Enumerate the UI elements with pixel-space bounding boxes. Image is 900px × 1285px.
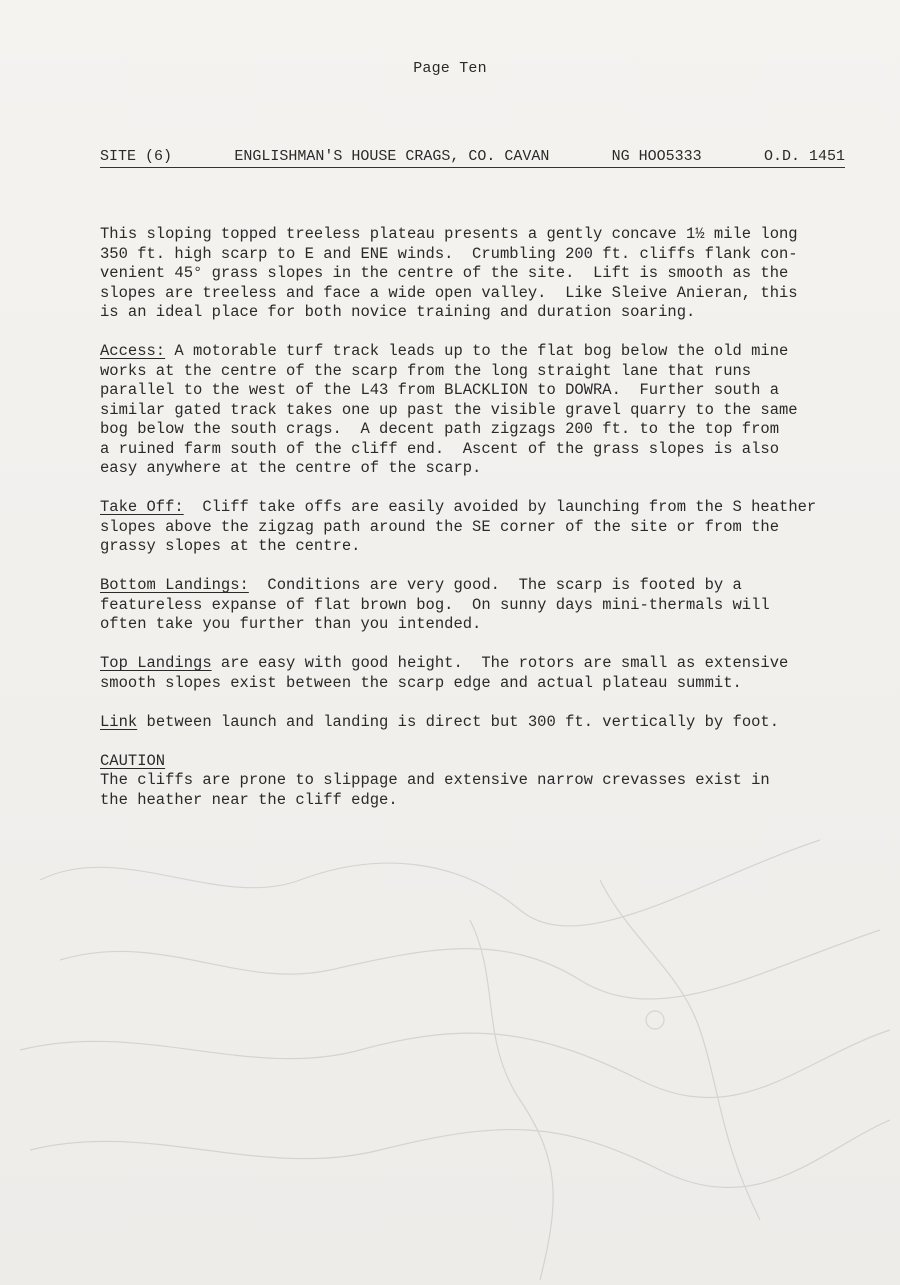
takeoff-paragraph bbox=[100, 498, 850, 557]
bottom-landings-text: Conditions are very good. The scarp is footed by a featureless expanse of flat brown bog. On sunny days mini-thermals will often take you further than you intended. bbox=[100, 576, 770, 633]
site-grid-reference: NG HOO5333 bbox=[611, 148, 702, 165]
bottom-landings-paragraph bbox=[100, 576, 850, 635]
link-paragraph bbox=[100, 713, 850, 733]
caution-text: The cliffs are prone to slippage and extensive narrow crevasses exist in the heather near the cliff edge. bbox=[100, 771, 770, 809]
top-landings-paragraph bbox=[100, 654, 850, 693]
link-heading: Link bbox=[100, 712, 138, 731]
site-name: ENGLISHMAN'S HOUSE CRAGS, CO. CAVAN bbox=[234, 148, 550, 165]
bottom-landings-heading: Bottom Landings: bbox=[100, 576, 249, 594]
site-ordnance-datum: O.D. 1451 bbox=[763, 148, 845, 165]
caution-paragraph bbox=[100, 752, 850, 811]
link-text: between launch and landing is direct but 300 ft. vertically by foot. bbox=[137, 712, 780, 731]
caution-heading: CAUTION bbox=[100, 751, 166, 770]
access-heading: Access: bbox=[100, 342, 166, 360]
site-header bbox=[100, 148, 845, 168]
site-number: SITE (6) bbox=[100, 148, 173, 165]
access-paragraph bbox=[100, 342, 850, 479]
page-number: Page Ten bbox=[413, 60, 487, 77]
show-through-map-graphic bbox=[0, 820, 900, 1285]
top-landings-heading: Top Landings bbox=[100, 654, 212, 672]
top-landings-text: are easy with good height. The rotors are small as extensive smooth slopes exist between the scarp edge and actual plateau summit. bbox=[100, 654, 789, 692]
takeoff-text: Cliff take offs are easily avoided by launching from the S heather slopes above the zigzag path around the SE corner of the site or from the grassy slopes at the centre. bbox=[100, 498, 817, 555]
takeoff-heading: Take Off: bbox=[100, 498, 184, 516]
site-description bbox=[100, 225, 850, 830]
access-text: A motorable turf track leads up to the flat bog below the old mine works at the centre of the scarp from the long straight lane that runs parallel to the west of the L43 from BLACKLION to DOWRA. Further south a similar gated track takes one up past the visible gravel quarry to the same bog below the south crags. A decent path zigzags 200 ft. to the top from a ruined farm south of the cliff end. Ascent of the grass slopes is also easy anywhere at the centre of the scarp. bbox=[100, 342, 798, 477]
intro-paragraph: This sloping topped treeless plateau presents a gently concave 1½ mile long 350 ft. high scarp to E and ENE winds. Crumbling 200 ft. cliffs flank con- venient 45° grass slopes in the centre of the site. Lift is smooth as the slopes are treeless and face a wide open valley. Like Sleive Anieran, this is an ideal place for both novice training and duration soaring. bbox=[100, 225, 798, 321]
